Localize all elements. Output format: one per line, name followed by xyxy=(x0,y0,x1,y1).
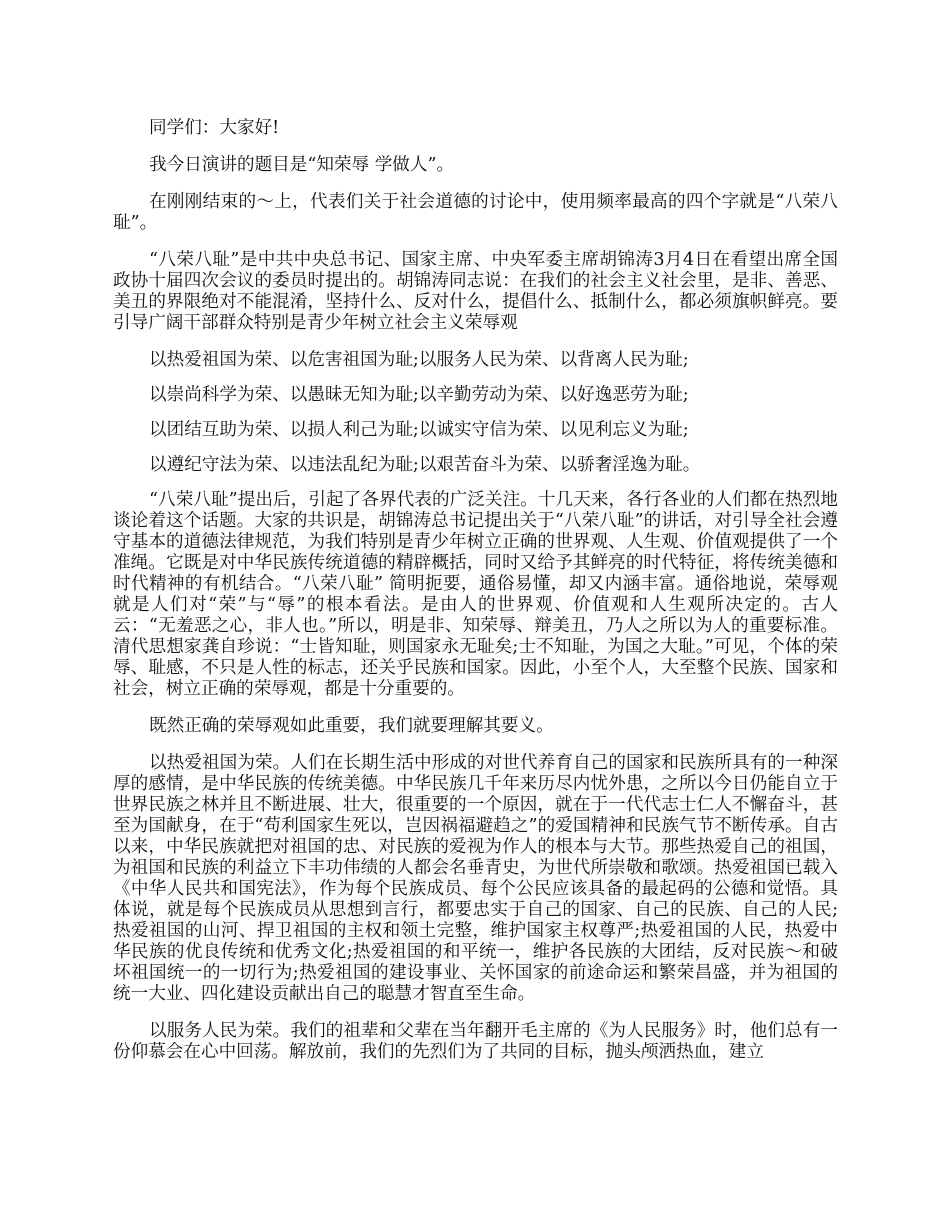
document-page xyxy=(113,118,838,1079)
honor-shame-line-2: 以崇尚科学为荣、以愚昧无知为耻;以辛勤劳动为荣、以好逸恶劳为耻; xyxy=(149,385,689,405)
honor-shame-line-3: 以团结互助为荣、以损人利己为耻;以诚实守信为荣、以见利忘义为耻; xyxy=(149,420,689,440)
patriotism-paragraph: 以热爱祖国为荣。人们在长期生活中形成的对世代养育自己的国家和民族所具有的一种深厚的感情，是中华民族的传统美德。中华民族几千年来历尽内忧外患，之所以今日仍能自立于世界民族之林并且不断进展、壮大，很重要的一个原因，就在于一代代志士仁人不懈奋斗，甚至为国献身，在于“苟利国家生死以，岂因祸福避趋之”的爱国精神和民族气节不断传承。自古以来，中华民族就把对祖国的忠、对民族的爱视为作人的根本与大节。那些热爱自己的祖国，为祖国和民族的利益立下丰功伟绩的人都会名垂青史，为世代所崇敬和歌颂。热爱祖国已载入《中华人民共和国宪法》，作为每个民族成员、每个公民应该具备的最起码的公德和觉悟。具体说，就是每个民族成员从思想到言行，都要忠实于自己的国家、自己的民族、自己的人民;热爱祖国的山河、捍卫祖国的主权和领土完整，维护国家主权尊严;热爱祖国的人民，热爱中华民族的优良传统和优秀文化;热爱祖国的和平统一，维护各民族的大团结，反对民族～和破坏祖国统一的一切行为;热爱祖国的建设事业、关怀国家的前途命运和繁荣昌盛，并为祖国的统一大业、四化建设贡献出自己的聪慧才智直至生命。 xyxy=(113,753,838,1004)
intro-paragraph: 在刚刚结束的～上，代表们关于社会道德的讨论中，使用频率最高的四个字就是“八荣八耻”。 xyxy=(113,192,838,233)
serve-people-paragraph: 以服务人民为荣。我们的祖辈和父辈在当年翻开毛主席的《为人民服务》时，他们总有一份仰慕会在心中回荡。解放前，我们的先烈们为了共同的目标，抛头颅洒热血，建立 xyxy=(113,1021,838,1062)
greeting-paragraph: 同学们：大家好! xyxy=(149,118,280,138)
background-paragraph: “八荣八耻”是中共中央总书记、国家主席、中央军委主席胡锦涛3月4日在看望出席全国政协十届四次会议的委员时提出的。胡锦涛同志说：在我们的社会主义社会里，是非、善恶、美丑的界限绝对不能混淆，坚持什么、反对什么，提倡什么、抵制什么，都必须旗帜鲜亮。要引导广阔干部群众特别是青少年树立社会主义荣辱观 xyxy=(113,250,838,333)
discussion-paragraph: “八荣八耻”提出后，引起了各界代表的广泛关注。十几天来，各行各业的人们都在热烈地谈论着这个话题。大家的共识是，胡锦涛总书记提出关于“八荣八耻”的讲话，对引导全社会遵守基本的道德法律规范，为我们特别是青少年树立正确的世界观、人生观、价值观提供了一个准绳。它既是对中华民族传统道德的精辟概括，同时又给予其鲜亮的时代特征，将传统美德和时代精神的有机结合。“八荣八耻” 简明扼要，通俗易懂，却又内涵丰富。通俗地说，荣辱观就是人们对“荣”与“辱”的根本看法。是由人的世界观、价值观和人生观所决定的。古人云：“无羞恶之心，非人也。”所以，明是非、知荣辱、辩美丑，乃人之所以为人的重要标准。清代思想家龚自珍说：“士皆知耻，则国家永无耻矣;士不知耻，为国之大耻。”可见，个体的荣辱、耻感，不只是人性的标志，还关乎民族和国家。因此，小至个人，大至整个民族、国家和社会，树立正确的荣辱观，都是十分重要的。 xyxy=(113,490,838,699)
transition-paragraph: 既然正确的荣辱观如此重要，我们就要理解其要义。 xyxy=(149,716,554,736)
honor-shame-line-4: 以遵纪守法为荣、以违法乱纪为耻;以艰苦奋斗为荣、以骄奢淫逸为耻。 xyxy=(149,455,701,475)
honor-shame-line-1: 以热爱祖国为荣、以危害祖国为耻;以服务人民为荣、以背离人民为耻; xyxy=(149,350,689,370)
speech-title-paragraph: 我今日演讲的题目是“知荣辱 学做人”。 xyxy=(149,155,455,175)
